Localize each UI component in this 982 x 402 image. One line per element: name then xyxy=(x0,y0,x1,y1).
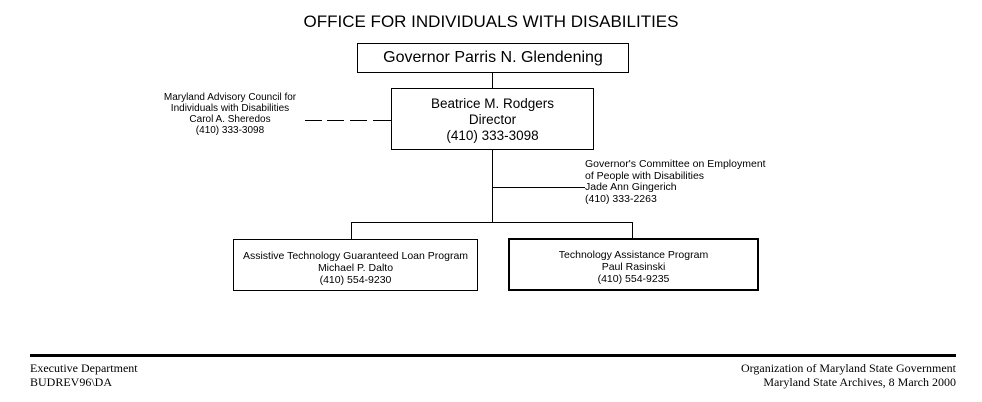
footer-code: BUDREV96\DA xyxy=(30,375,113,389)
footer-archives-date: Maryland State Archives, 8 March 2000 xyxy=(763,375,956,389)
tech-assistance-person: Paul Rasinski xyxy=(601,261,666,273)
tech-assistance-name: Technology Assistance Program xyxy=(558,249,709,261)
committee-line2: of People with Disabilities xyxy=(585,169,705,182)
committee-phone: (410) 333-2263 xyxy=(585,192,657,205)
footer-organization: Organization of Maryland State Government xyxy=(740,361,956,375)
director-box xyxy=(391,88,594,150)
loan-program-name: Assistive Technology Guaranteed Loan Program xyxy=(242,250,469,262)
advisory-council-phone: (410) 333-3098 xyxy=(195,125,265,136)
advisory-council xyxy=(140,92,320,136)
dashed-connector-segment xyxy=(327,120,344,121)
connector-director-down xyxy=(492,150,493,222)
loan-program-phone: (410) 554-9230 xyxy=(319,274,392,286)
director-role: Director xyxy=(468,112,517,127)
committee-person: Jade Ann Gingerich xyxy=(585,181,677,193)
tech-assistance-program-box xyxy=(508,238,759,291)
connector-committee xyxy=(492,187,585,188)
dashed-connector-segment xyxy=(350,120,367,121)
footer-rule xyxy=(30,354,956,357)
footer-left xyxy=(30,361,138,389)
governors-committee xyxy=(585,159,766,205)
committee-line1: Governor's Committee on Employment xyxy=(585,158,766,170)
advisory-council-person: Carol A. Sheredos xyxy=(189,114,271,125)
chart-title: OFFICE FOR INDIVIDUALS WITH DISABILITIES xyxy=(303,12,679,31)
connector-loan-program xyxy=(351,222,352,239)
loan-program-box xyxy=(233,239,478,291)
governor-box xyxy=(357,43,629,73)
director-phone: (410) 333-3098 xyxy=(446,128,539,143)
connector-programs-bar xyxy=(351,222,633,223)
footer-right xyxy=(741,361,956,389)
advisory-council-line2: Individuals with Disabilities xyxy=(170,103,290,114)
dashed-connector-segment xyxy=(373,120,391,121)
governor-name: Governor Parris N. Glendening xyxy=(383,49,603,66)
loan-program-person: Michael P. Dalto xyxy=(317,262,394,274)
connector-tech-assistance xyxy=(632,222,633,238)
connector-governor-director xyxy=(492,73,493,88)
advisory-council-line1: Maryland Advisory Council for xyxy=(163,92,297,103)
dashed-connector-segment xyxy=(305,120,322,121)
tech-assistance-phone: (410) 554-9235 xyxy=(597,273,670,285)
director-name: Beatrice M. Rodgers xyxy=(430,96,555,111)
footer-department: Executive Department xyxy=(30,361,138,375)
